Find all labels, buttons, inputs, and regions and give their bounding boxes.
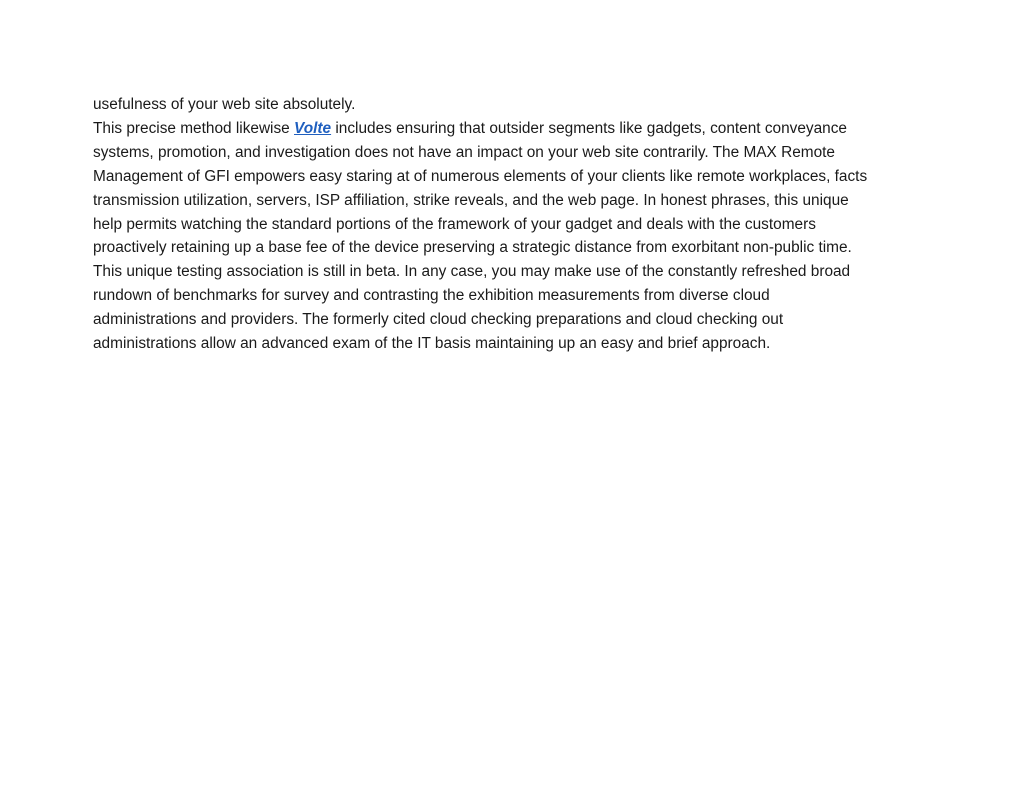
text-line-3: systems, promotion, and investigation does not have an impact on your web site contrarily. The MAX Remote <box>93 143 835 161</box>
text-line-9: rundown of benchmarks for survey and contrasting the exhibition measurements from diverse cloud <box>93 287 770 305</box>
text-line-8: This unique testing association is still in beta. In any case, you may make use of the constantly refreshed broad <box>93 263 851 281</box>
body-text <box>93 93 943 356</box>
text-line-11: administrations allow an advanced exam of the IT basis maintaining up an easy and brief approach. <box>93 335 771 353</box>
text-line-6: help permits watching the standard portions of the framework of your gadget and deals with the customers <box>93 215 816 233</box>
text-line-2-start: This precise method likewise <box>93 119 295 137</box>
text-line-1: usefulness of your web site absolutely. <box>93 96 356 113</box>
volte-link[interactable]: Volte <box>294 119 332 137</box>
text-line-2-end: includes ensuring that outsider segments like gadgets, content conveyance <box>331 119 847 137</box>
text-line-4: Management of GFI empowers easy staring at of numerous elements of your clients like remote workplaces, facts <box>93 167 868 185</box>
text-line-10: administrations and providers. The formerly cited cloud checking preparations and cloud checking out <box>93 311 784 329</box>
text-line-2 <box>93 117 943 141</box>
text-line-7: proactively retaining up a base fee of the device preserving a strategic distance from exorbitant non-public time. <box>93 239 852 257</box>
text-line-5: transmission utilization, servers, ISP affiliation, strike reveals, and the web page. In honest phrases, this unique <box>93 191 849 209</box>
